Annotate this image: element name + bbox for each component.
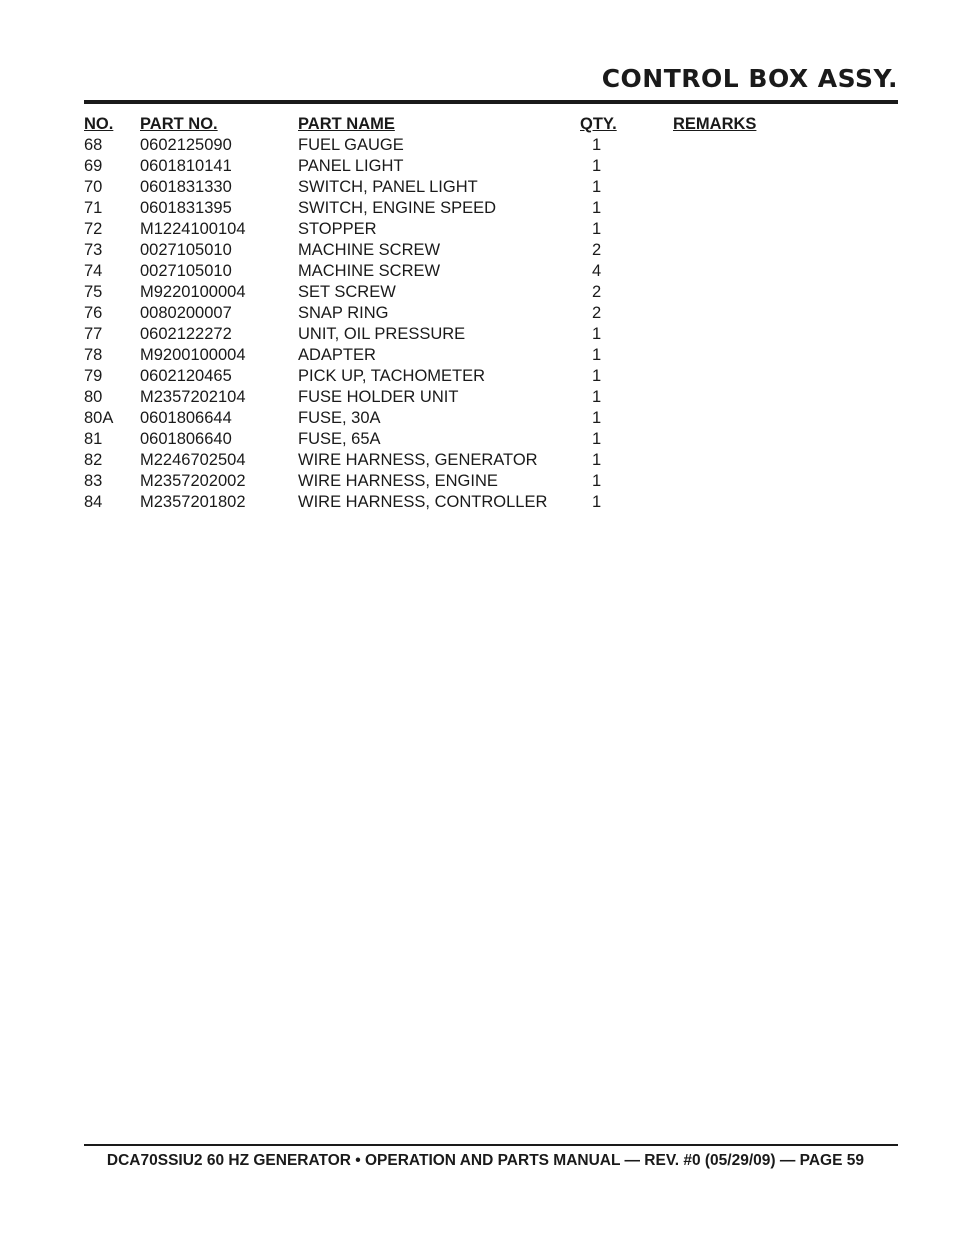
table-row bbox=[84, 303, 823, 324]
cell-part-no: 0601810141 bbox=[140, 157, 232, 175]
table-row bbox=[84, 177, 823, 198]
cell-part-name: MACHINE SCREW bbox=[298, 262, 441, 280]
cell-part-name: WIRE HARNESS, CONTROLLER bbox=[298, 493, 548, 511]
cell-part-no: M1224100104 bbox=[140, 220, 246, 238]
footer-divider bbox=[84, 1144, 898, 1146]
cell-qty: 1 bbox=[592, 493, 602, 511]
cell-no: 77 bbox=[84, 325, 103, 343]
table-row bbox=[84, 198, 823, 219]
cell-no: 74 bbox=[84, 262, 103, 280]
page-title: CONTROL BOX ASSY. bbox=[601, 64, 898, 93]
cell-part-no: 0601806640 bbox=[140, 430, 232, 448]
cell-remarks bbox=[673, 471, 823, 492]
cell-no: 82 bbox=[84, 451, 103, 469]
cell-qty: 1 bbox=[592, 472, 602, 490]
cell-qty: 1 bbox=[592, 346, 602, 364]
cell-part-name: SWITCH, ENGINE SPEED bbox=[298, 199, 497, 217]
cell-qty: 1 bbox=[592, 388, 602, 406]
title-divider bbox=[84, 100, 898, 104]
cell-remarks bbox=[673, 492, 823, 513]
cell-part-no: 0027105010 bbox=[140, 262, 232, 280]
cell-part-name: UNIT, OIL PRESSURE bbox=[298, 325, 466, 343]
cell-qty: 1 bbox=[592, 157, 602, 175]
cell-part-name: PICK UP, TACHOMETER bbox=[298, 367, 486, 385]
cell-qty: 1 bbox=[592, 451, 602, 469]
column-header-part-name: PART NAME bbox=[298, 115, 395, 133]
cell-part-no: 0601806644 bbox=[140, 409, 232, 427]
cell-no: 68 bbox=[84, 136, 103, 154]
cell-part-name: SET SCREW bbox=[298, 283, 396, 301]
cell-remarks bbox=[673, 324, 823, 345]
cell-remarks bbox=[673, 156, 823, 177]
table-row bbox=[84, 240, 823, 261]
cell-part-no: 0601831330 bbox=[140, 178, 232, 196]
cell-no: 69 bbox=[84, 157, 103, 175]
cell-remarks bbox=[673, 408, 823, 429]
cell-no: 73 bbox=[84, 241, 103, 259]
cell-part-name: FUSE, 30A bbox=[298, 409, 381, 427]
table-row bbox=[84, 219, 823, 240]
cell-remarks bbox=[673, 429, 823, 450]
cell-part-name: SWITCH, PANEL LIGHT bbox=[298, 178, 478, 196]
cell-qty: 1 bbox=[592, 367, 602, 385]
cell-qty: 1 bbox=[592, 220, 602, 238]
cell-no: 84 bbox=[84, 493, 103, 511]
table-row bbox=[84, 429, 823, 450]
cell-remarks bbox=[673, 450, 823, 471]
table-row bbox=[84, 261, 823, 282]
page-footer: DCA70SSIU2 60 HZ GENERATOR • OPERATION AND PARTS MANUAL — REV. #0 (05/29/09) — PAGE 59 bbox=[106, 1152, 864, 1169]
cell-no: 80 bbox=[84, 388, 103, 406]
cell-remarks bbox=[673, 345, 823, 366]
cell-no: 83 bbox=[84, 472, 103, 490]
cell-remarks bbox=[673, 387, 823, 408]
cell-qty: 4 bbox=[592, 262, 602, 280]
cell-no: 72 bbox=[84, 220, 103, 238]
cell-remarks bbox=[673, 282, 823, 303]
table-row bbox=[84, 324, 823, 345]
cell-qty: 1 bbox=[592, 409, 602, 427]
cell-qty: 1 bbox=[592, 325, 602, 343]
cell-part-no: M2246702504 bbox=[140, 451, 246, 469]
column-header-remarks: REMARKS bbox=[673, 115, 757, 133]
cell-part-no: 0602122272 bbox=[140, 325, 232, 343]
cell-qty: 1 bbox=[592, 430, 602, 448]
cell-qty: 2 bbox=[592, 283, 602, 301]
column-header-qty: QTY. bbox=[580, 115, 617, 133]
cell-part-no: M9200100004 bbox=[140, 346, 246, 364]
cell-remarks bbox=[673, 240, 823, 261]
cell-part-no: M9220100004 bbox=[140, 283, 246, 301]
cell-part-no: 0080200007 bbox=[140, 304, 232, 322]
cell-remarks bbox=[673, 219, 823, 240]
cell-remarks bbox=[673, 177, 823, 198]
table-row bbox=[84, 156, 823, 177]
cell-part-no: 0027105010 bbox=[140, 241, 232, 259]
table-row bbox=[84, 282, 823, 303]
column-header-part-no: PART NO. bbox=[140, 115, 218, 133]
column-header-no: NO. bbox=[84, 115, 114, 133]
table-row bbox=[84, 366, 823, 387]
cell-part-name: WIRE HARNESS, GENERATOR bbox=[298, 451, 538, 469]
cell-no: 80A bbox=[84, 409, 114, 427]
cell-part-no: M2357201802 bbox=[140, 493, 246, 511]
cell-remarks bbox=[673, 303, 823, 324]
cell-part-name: ADAPTER bbox=[298, 346, 376, 364]
cell-no: 71 bbox=[84, 199, 103, 217]
cell-qty: 1 bbox=[592, 199, 602, 217]
cell-part-no: 0601831395 bbox=[140, 199, 232, 217]
parts-table bbox=[84, 114, 823, 513]
table-row bbox=[84, 450, 823, 471]
table-header-row bbox=[84, 114, 823, 135]
cell-part-name: PANEL LIGHT bbox=[298, 157, 404, 175]
cell-no: 76 bbox=[84, 304, 103, 322]
table-row bbox=[84, 408, 823, 429]
cell-no: 75 bbox=[84, 283, 103, 301]
cell-part-name: FUSE HOLDER UNIT bbox=[298, 388, 459, 406]
cell-no: 70 bbox=[84, 178, 103, 196]
cell-part-name: FUEL GAUGE bbox=[298, 136, 404, 154]
cell-part-name: MACHINE SCREW bbox=[298, 241, 441, 259]
cell-part-name: FUSE, 65A bbox=[298, 430, 381, 448]
table-row bbox=[84, 471, 823, 492]
cell-remarks bbox=[673, 135, 823, 156]
cell-remarks bbox=[673, 261, 823, 282]
cell-remarks bbox=[673, 198, 823, 219]
table-row bbox=[84, 345, 823, 366]
cell-part-no: 0602125090 bbox=[140, 136, 232, 154]
cell-part-name: WIRE HARNESS, ENGINE bbox=[298, 472, 498, 490]
cell-remarks bbox=[673, 366, 823, 387]
cell-qty: 1 bbox=[592, 136, 602, 154]
cell-qty: 1 bbox=[592, 178, 602, 196]
parts-table-body bbox=[84, 135, 823, 513]
cell-qty: 2 bbox=[592, 304, 602, 322]
cell-part-no: M2357202104 bbox=[140, 388, 246, 406]
cell-part-name: SNAP RING bbox=[298, 304, 389, 322]
table-row bbox=[84, 135, 823, 156]
cell-part-no: M2357202002 bbox=[140, 472, 246, 490]
cell-no: 79 bbox=[84, 367, 103, 385]
cell-no: 78 bbox=[84, 346, 103, 364]
table-row bbox=[84, 492, 823, 513]
cell-no: 81 bbox=[84, 430, 103, 448]
cell-qty: 2 bbox=[592, 241, 602, 259]
table-row bbox=[84, 387, 823, 408]
cell-part-name: STOPPER bbox=[298, 220, 377, 238]
cell-part-no: 0602120465 bbox=[140, 367, 232, 385]
